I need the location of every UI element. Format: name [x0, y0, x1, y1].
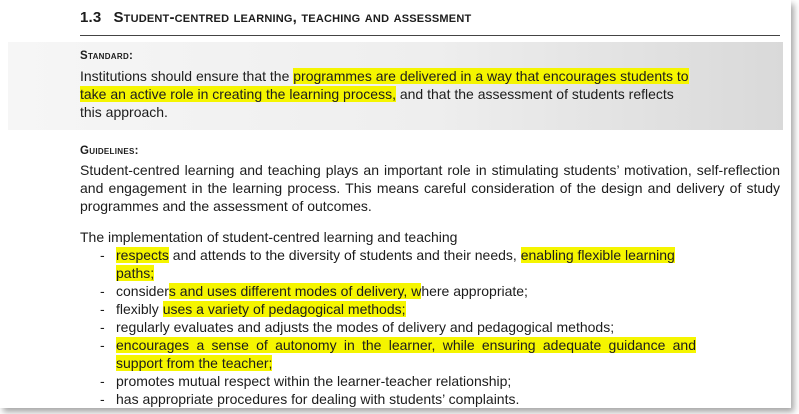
list-dash: - [100, 337, 105, 353]
list-dash: - [100, 319, 105, 335]
list-dash: - [100, 373, 105, 389]
section-number: 1.3 [80, 9, 102, 26]
standard-label: Standard: [80, 50, 134, 62]
highlighted-text: encourages a sense of autonomy in the learner, while ensuring adequate guidance and support from the teacher; [116, 337, 696, 371]
list-text: promotes mutual respect within the learner-teacher relationship; [116, 373, 512, 389]
standard-text [80, 67, 690, 121]
list-text: and attends to the diversity of students and their needs, [168, 247, 521, 263]
list-item [96, 336, 696, 372]
standard-text-highlight: programmes are delivered in a way that encourages students to take an active role in creating the learning process, [80, 68, 689, 102]
section-title: Student-centred learning, teaching and assessment [113, 9, 472, 26]
list-item [96, 300, 696, 318]
highlighted-text: s and uses different modes of delivery, w [168, 283, 422, 299]
list-dash: - [100, 301, 105, 317]
standard-text-part: Institutions should ensure that the [80, 68, 294, 84]
list-item [96, 390, 696, 408]
guidelines-label: Guidelines: [80, 145, 139, 157]
list-item [96, 282, 696, 300]
list-item [96, 246, 696, 282]
heading-divider [80, 35, 780, 36]
list-text: consider [116, 283, 169, 299]
list-dash: - [100, 283, 105, 299]
guidelines-paragraph: Student-centred learning and teaching plays an important role in stimulating students’ motivation, self-reflection and engagement in the learning process. This means careful consideration of the design and delivery of study programmes and the assessment of outcomes. [80, 162, 780, 214]
list-text: flexibly [116, 301, 163, 317]
section-heading [80, 9, 471, 26]
list-dash: - [100, 247, 105, 263]
list-dash: - [100, 391, 105, 407]
standard-text-part: and that the assessment of students reflects this approach. [80, 86, 674, 120]
highlighted-text: uses a variety of pedagogical methods; [162, 301, 406, 317]
list-text: regularly evaluates and adjusts the modes of delivery and pedagogical methods; [116, 319, 615, 335]
list-text: has appropriate procedures for dealing with students’ complaints. [116, 391, 520, 407]
list-item [96, 318, 696, 336]
list-item [96, 372, 696, 390]
list-text: here appropriate; [421, 283, 528, 299]
guidelines-list [96, 246, 696, 408]
highlighted-text: enabling flexible learning paths; [116, 247, 675, 281]
guidelines-intro: The implementation of student-centred learning and teaching [80, 229, 458, 245]
highlighted-text: respects [116, 247, 169, 263]
